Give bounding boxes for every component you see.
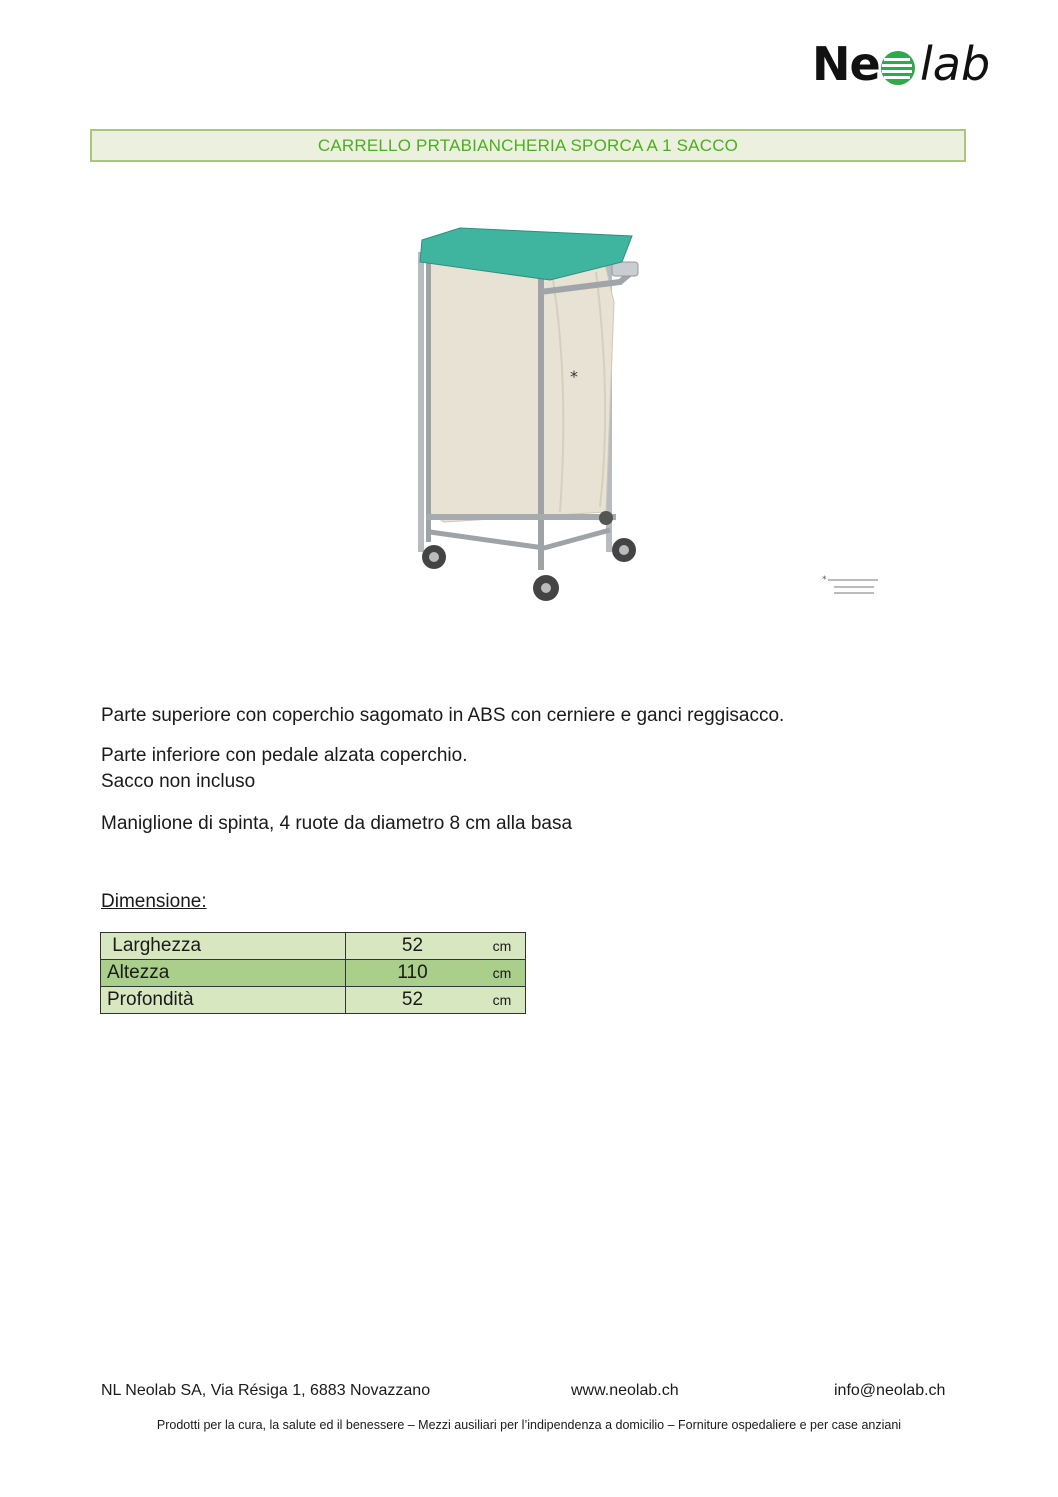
logo-o-icon (878, 50, 918, 86)
dimensions-table (100, 932, 526, 1014)
trolley-image (400, 222, 660, 612)
dimension-name: Altezza (101, 960, 346, 987)
description-line-1: Parte superiore con coperchio sagomato in ABS con cerniere e ganci reggisacco. (101, 705, 785, 726)
dimension-unit: cm (479, 933, 526, 960)
svg-text:*: * (822, 575, 827, 585)
footer-website-link[interactable]: www.neolab.ch (571, 1382, 679, 1399)
logo-text-lab: lab (920, 37, 991, 91)
dimension-name: Profondità (101, 987, 346, 1014)
page-title: CARRELLO PRTABIANCHERIA SPORCA A 1 SACCO (317, 135, 739, 155)
logo-text-ne: Ne (812, 37, 880, 91)
dimension-unit: cm (479, 987, 526, 1014)
table-row (101, 987, 526, 1014)
description-line-4: Maniglione di spinta, 4 ruote da diametro 8 cm alla basa (101, 813, 573, 834)
dimension-value: 52 (346, 933, 480, 960)
dimensions-label: Dimensione: (101, 891, 207, 912)
footer-address: NL Neolab SA, Via Résiga 1, 6883 Novazzano (101, 1382, 431, 1399)
footer-email-link[interactable]: info@neolab.ch (834, 1382, 946, 1399)
footer-tagline: Prodotti per la cura, la salute ed il benessere – Mezzi ausiliari per l’indipendenza a domicilio – Forniture ospedaliere e per case anziani (156, 1418, 902, 1432)
dimension-name: Larghezza (101, 933, 346, 960)
description-line-2: Parte inferiore con pedale alzata coperchio. (101, 745, 468, 766)
dimension-value: 52 (346, 987, 480, 1014)
neolab-logo (812, 36, 1012, 92)
dimension-value: 110 (346, 960, 480, 987)
dimension-unit: cm (479, 960, 526, 987)
table-row (101, 960, 526, 987)
bag-note-marks (820, 574, 890, 604)
table-row (101, 933, 526, 960)
svg-text:*: * (570, 367, 578, 386)
description-line-3: Sacco non incluso (101, 771, 256, 792)
title-box (90, 129, 966, 162)
